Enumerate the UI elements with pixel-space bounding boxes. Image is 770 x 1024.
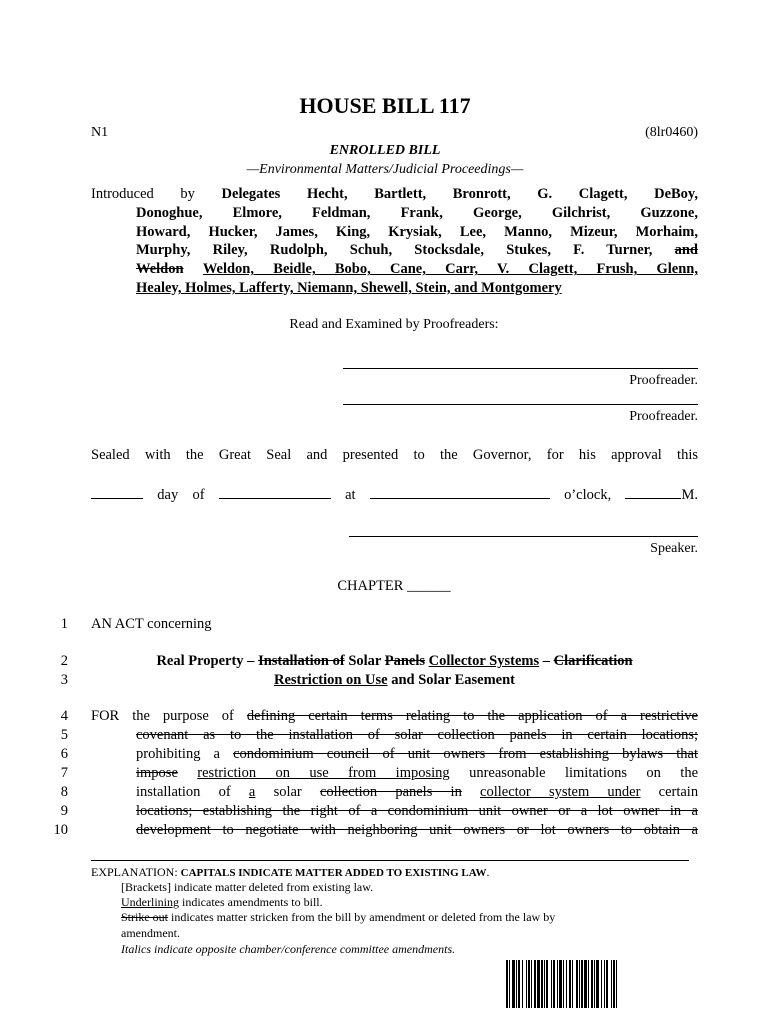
purpose-added: restriction on use from imposing [197, 765, 450, 781]
purpose-struck: impose [136, 765, 178, 781]
subject-code: N1 [91, 125, 109, 140]
date-time-line [91, 484, 698, 504]
brackets-desc: indicate matter deleted from existing law. [173, 880, 374, 894]
act-title-line-2 [91, 672, 698, 689]
purpose-text: prohibiting a [136, 746, 220, 762]
underlining-term: Underlining [121, 895, 179, 909]
line-number: 4 [60, 708, 68, 724]
chapter-heading: CHAPTER ______ [337, 578, 451, 594]
line-number: 8 [60, 784, 68, 800]
purpose-line-10 [136, 822, 698, 839]
title-text: Real Property – [156, 653, 255, 669]
proofreaders-heading: Read and Examined by Proofreaders: [289, 317, 499, 332]
sponsors-line-4-struck: and [674, 242, 698, 259]
purpose-line-5 [136, 727, 698, 744]
purpose-text: certain [658, 784, 699, 800]
line-number: 10 [53, 822, 68, 838]
underlining-desc: indicates amendments to bill. [182, 895, 323, 909]
line-number: 3 [60, 672, 68, 688]
explanation-strike-cont: amendment. [121, 926, 180, 940]
proofreader-signature-line-1 [343, 368, 698, 369]
purpose-struck: condominium council of unit owners from establishing bylaws that [233, 746, 698, 762]
line-number: 7 [60, 765, 68, 781]
proofreader-signature-line-2 [343, 404, 698, 405]
explanation-heading [91, 865, 490, 880]
purpose-text: unreasonable limitations on the [469, 765, 699, 781]
purpose-struck: collection panels in [319, 784, 462, 800]
proofreader-label-2: Proofreader. [629, 409, 698, 424]
line-number: 5 [60, 727, 68, 743]
explanation-label: EXPLANATION: [91, 865, 178, 879]
purpose-struck: covenant as to the installation of solar collection panels in certain locations; [136, 727, 698, 743]
title-text: Solar [348, 653, 382, 669]
title-added: Collector Systems [428, 653, 540, 669]
explanation-italics: Italics indicate opposite chamber/conference committee amendments. [121, 942, 456, 956]
bill-title: HOUSE BILL 117 [299, 93, 471, 118]
purpose-added: a [248, 784, 256, 800]
title-struck: Panels [384, 653, 425, 669]
purpose-text: solar [273, 784, 302, 800]
sealed-statement: Sealed with the Great Seal and presented to the Governor, for his approval this [91, 447, 698, 463]
purpose-line-7 [136, 765, 698, 782]
day-label: day [157, 487, 179, 503]
title-added: Restriction on Use [273, 672, 388, 688]
sponsors-line-4: Murphy, Riley, Rudolph, Schuh, Stocksdale, Stukes, F. Turner, [136, 242, 653, 259]
purpose-added: collector system under [480, 784, 641, 800]
strike-term: Strike out [121, 910, 168, 924]
purpose-struck: development to negotiate with neighboring unit owners or lot owners to obtain a [136, 822, 698, 838]
act-title-line-1 [91, 653, 698, 670]
purpose-line-8 [136, 784, 698, 801]
proofreader-label-1: Proofreader. [629, 373, 698, 388]
explanation-strike [121, 910, 555, 925]
time-blank [370, 484, 550, 499]
line-number: 6 [60, 746, 68, 762]
sponsors-intro: Introduced by [91, 186, 195, 202]
purpose-line-4 [91, 708, 698, 725]
sponsors-line-6-added: Healey, Holmes, Lafferty, Niemann, Shewell, Stein, and Montgomery [136, 279, 562, 296]
strike-desc: indicates matter stricken from the bill by amendment or deleted from the law by [171, 910, 556, 924]
drafting-code: (8lr0460) [645, 125, 698, 140]
sponsors-line-3: Howard, Hucker, James, King, Krysiak, Lee, Manno, Mizeur, Morhaim, [136, 223, 698, 240]
line-number: 9 [60, 803, 68, 819]
purpose-line-6 [136, 746, 698, 763]
purpose-text: FOR the purpose of [91, 708, 234, 724]
explanation-caps: CAPITALS INDICATE MATTER ADDED TO EXISTING LAW [180, 867, 487, 879]
explanation-period: . [486, 865, 490, 879]
purpose-line-9 [136, 803, 698, 820]
committee-line: —Environmental Matters/Judicial Proceedings— [246, 162, 524, 177]
explanation-brackets [121, 880, 373, 895]
of-label: of [192, 487, 205, 503]
meridiem-label: M. [681, 487, 698, 503]
speaker-signature-line [349, 536, 698, 537]
purpose-text: installation of [136, 784, 231, 800]
act-concerning: AN ACT concerning [91, 616, 212, 632]
explanation-underlining [121, 895, 323, 910]
oclock-label: o’clock, [564, 487, 612, 503]
sponsors-line-5-added: Weldon, Beidle, Bobo, Cane, Carr, V. Clagett, Frush, Glenn, [202, 261, 698, 278]
brackets-term: [Brackets] [121, 880, 171, 894]
month-blank [219, 484, 331, 499]
title-text: and Solar Easement [391, 672, 515, 688]
sponsors-line-2: Donoghue, Elmore, Feldman, Frank, George, Gilchrist, Guzzone, [136, 204, 698, 221]
line-number: 1 [60, 616, 68, 632]
title-struck: Installation of [258, 653, 345, 669]
day-blank [91, 484, 143, 499]
footer-rule [91, 860, 689, 861]
meridiem-blank [625, 484, 681, 499]
purpose-struck: defining certain terms relating to the application of a restrictive [246, 708, 698, 724]
at-label: at [345, 487, 356, 503]
title-struck: Clarification [553, 653, 633, 669]
barcode-stripe [617, 960, 619, 1008]
line-number: 2 [60, 653, 68, 669]
sponsors-line-5-struck: Weldon [136, 261, 184, 278]
sponsors-block [91, 185, 698, 298]
speaker-label: Speaker. [650, 541, 698, 556]
barcode-image [506, 960, 696, 1008]
purpose-struck: locations; establishing the right of a condominium unit owner or a lot owner in a [136, 803, 698, 819]
sponsors-line-1: Delegates Hecht, Bartlett, Bronrott, G. Clagett, DeBoy, [221, 186, 698, 202]
title-text: – [542, 653, 550, 669]
enrolled-heading: ENROLLED BILL [329, 143, 441, 158]
